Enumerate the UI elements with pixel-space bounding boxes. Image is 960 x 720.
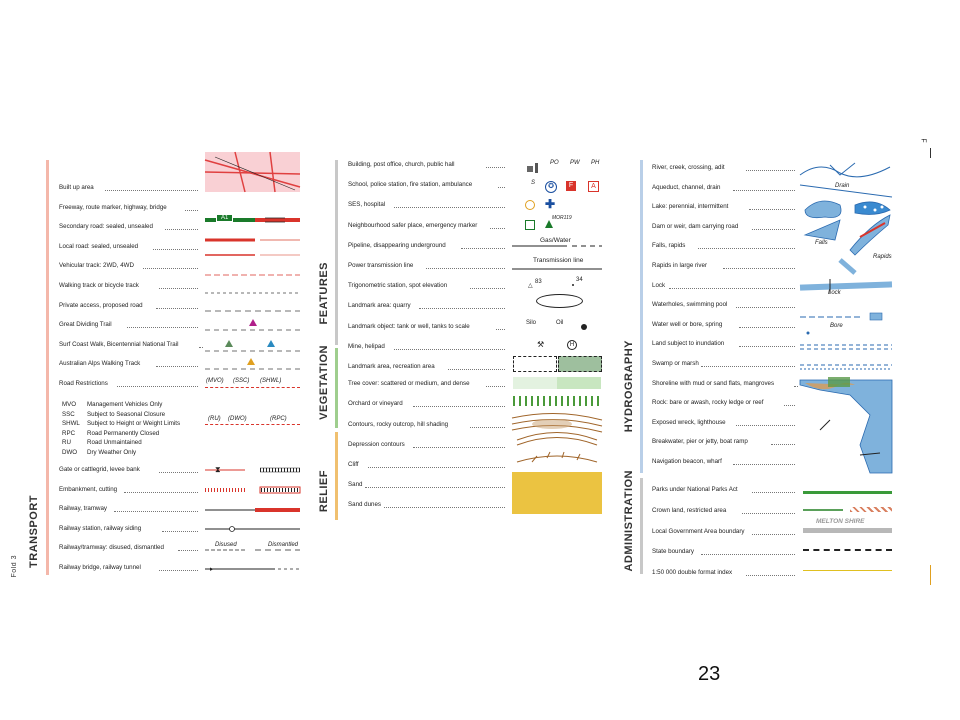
ambulance-icon xyxy=(588,181,599,192)
hydro-row-label: Water well or bore, spring xyxy=(652,320,723,328)
index-symbol xyxy=(803,570,892,571)
transport-row-label: Great Dividing Trail xyxy=(59,321,112,329)
hydro-row-label: Aqueduct, channel, drain xyxy=(652,183,721,191)
transport-lower-row-label: Railway, tramway xyxy=(59,505,108,512)
silo-label: Silo xyxy=(526,320,537,326)
feature-row-label: School, police station, fire station, ambulance xyxy=(348,181,473,189)
hydro-row-leader xyxy=(746,170,795,171)
feature-row-leader xyxy=(394,349,505,350)
transport-row-label: Vehicular track: 2WD, 4WD xyxy=(59,262,134,270)
hydro-row-label: Lock xyxy=(652,281,666,289)
feature-row-label: Landmark object: tank or well, tanks to scale xyxy=(348,322,470,330)
transport-row-label: Australian Alps Walking Track xyxy=(59,360,141,368)
hydrography-section-title: HYDROGRAPHY xyxy=(623,340,635,433)
hydro-symbols xyxy=(800,155,892,475)
admin-row-label: Local Government Area boundary xyxy=(652,527,745,535)
transport-row-leader xyxy=(117,386,198,387)
feature-row-label: Building, post office, church, public hall xyxy=(348,161,455,168)
relief-row-label: Sand dunes xyxy=(348,501,382,508)
relief-bar xyxy=(335,432,338,520)
transport-row-label: Private access, proposed road xyxy=(59,301,143,309)
hydro-row-leader xyxy=(736,307,795,308)
transmission-label: Transmission line xyxy=(533,257,584,264)
transport-lower-row-leader xyxy=(114,511,198,512)
crown-land-symbol xyxy=(803,509,843,511)
feature-row-leader xyxy=(486,167,505,168)
restriction-code-rpc: (RPC) xyxy=(270,416,287,422)
hydro-row-leader xyxy=(736,425,795,426)
emergency-marker-icon xyxy=(545,220,553,228)
admin-row-leader xyxy=(701,554,795,555)
restriction-code-mvo: (MVO) xyxy=(206,378,224,384)
admin-row-label: 1:50 000 double format index xyxy=(652,569,733,577)
restriction-line-1 xyxy=(205,387,300,388)
restriction-code: RPC xyxy=(62,429,76,437)
hydro-row-leader xyxy=(739,346,795,347)
hydro-row-leader xyxy=(733,190,795,191)
hydro-row-label: Navigation beacon, wharf xyxy=(652,458,722,465)
feature-row-label: Power transmission line xyxy=(348,262,414,269)
restriction-code-shwl: (SHWL) xyxy=(260,378,282,384)
transport-row-label: Secondary road: sealed, unsealed xyxy=(59,223,153,231)
gas-water-label: Gas/Water xyxy=(540,237,571,244)
oil-label: Oil xyxy=(556,320,564,326)
hydro-row-leader xyxy=(739,327,795,328)
mine-icon: ⚒ xyxy=(537,340,545,349)
hydro-row-label: Rapids in large river xyxy=(652,262,708,269)
feature-row-leader xyxy=(426,268,505,269)
admin-row-leader xyxy=(742,513,795,514)
restriction-code: SHWL xyxy=(62,420,80,427)
transport-lower-row-leader xyxy=(124,492,198,493)
feature-row-label: Landmark area: quarry xyxy=(348,302,411,310)
hydro-row-leader xyxy=(733,464,795,465)
falls-label: Falls xyxy=(815,240,828,246)
admin-row-leader xyxy=(752,534,795,535)
restriction-code-ssc: (SSC) xyxy=(233,378,250,384)
safer-place-icon xyxy=(525,220,535,230)
hydro-row-label: River, creek, crossing, adit xyxy=(652,164,725,171)
transport-row-leader xyxy=(185,210,198,211)
vegetation-row-leader xyxy=(486,386,505,387)
mor-label: MOR119 xyxy=(552,215,572,221)
hydro-row-label: Breakwater, pier or jetty, boat ramp xyxy=(652,438,748,446)
restriction-text: Management Vehicles Only xyxy=(87,401,163,408)
transport-lower-row-label: Gate or cattlegrid, levee bank xyxy=(59,466,140,473)
transport-bar xyxy=(46,160,49,575)
transport-row-leader xyxy=(127,327,198,328)
restriction-code-dwo: (DWO) xyxy=(228,416,247,422)
police-star-icon: ✪ xyxy=(545,181,557,193)
hydro-row-leader xyxy=(771,444,795,445)
admin-row-label: State boundary xyxy=(652,548,694,556)
transport-row-label: Local road: sealed, unsealed xyxy=(59,242,139,250)
restriction-line-2 xyxy=(205,424,300,425)
po-label: PO xyxy=(550,160,559,166)
page-number: 23 xyxy=(698,663,721,685)
hydro-row-label: Swamp or marsh xyxy=(652,360,699,367)
bore-label: Bore xyxy=(830,323,843,329)
transport-section-title: TRANSPORT xyxy=(28,495,40,568)
admin-row-label: Crown land, restricted area xyxy=(652,506,727,514)
lock-label: Lock xyxy=(828,290,841,296)
hydro-row-label: Falls, rapids xyxy=(652,242,686,250)
transport-lower-row-leader xyxy=(178,550,198,551)
feature-row-leader xyxy=(490,228,505,229)
transport-row-leader xyxy=(199,347,203,348)
feature-row-leader xyxy=(419,308,505,309)
transport-row-leader xyxy=(153,249,198,250)
transport-row-label: Surf Coast Walk, Bicentennial National Trail xyxy=(59,340,179,348)
hydro-row-leader xyxy=(701,366,795,367)
restriction-text: Subject to Seasonal Closure xyxy=(87,410,166,418)
transport-row-leader xyxy=(105,190,198,191)
restriction-text: Road Unmaintained xyxy=(87,439,142,446)
transport-row-leader xyxy=(156,366,198,367)
admin-bar xyxy=(640,478,643,574)
road-symbols xyxy=(205,235,300,395)
restriction-text: Dry Weather Only xyxy=(87,448,137,456)
hydro-row-leader xyxy=(784,405,795,406)
hydro-row-label: Exposed wreck, lighthouse xyxy=(652,418,726,426)
relief-row-leader xyxy=(413,447,505,448)
hydro-row-leader xyxy=(794,386,798,387)
svg-text:⧗: ⧗ xyxy=(215,465,221,474)
admin-row-label: Parks under National Parks Act xyxy=(652,486,738,493)
helipad-letter: H xyxy=(569,342,575,348)
helipad-icon xyxy=(567,340,577,350)
vegetation-row-label: Tree cover: scattered or medium, and dense xyxy=(348,380,470,387)
church-icon xyxy=(535,163,538,173)
quarry-symbol xyxy=(536,294,583,308)
hydro-row-leader xyxy=(723,268,795,269)
spot-label: 34 xyxy=(576,277,583,283)
admin-row-leader xyxy=(746,575,795,576)
transport-row-leader xyxy=(165,229,198,230)
ph-label: PH xyxy=(591,160,600,166)
landmark-area-symbol xyxy=(513,356,557,372)
transport-lower-row-label: Railway bridge, railway tunnel xyxy=(59,563,141,571)
ses-icon xyxy=(525,200,535,210)
ambulance-letter: A xyxy=(591,183,596,190)
features-section-title: FEATURES xyxy=(318,262,330,325)
building-icon xyxy=(527,166,533,172)
relief-symbols xyxy=(512,410,602,520)
hydro-row-leader xyxy=(669,288,795,289)
pw-label: PW xyxy=(570,160,580,166)
relief-row-label: Depression contours xyxy=(348,441,405,448)
hydro-row-leader xyxy=(752,229,795,230)
feature-row-label: Pipeline, disappearing underground xyxy=(348,241,446,249)
feature-row-leader xyxy=(496,329,505,330)
rail-symbols xyxy=(205,462,300,574)
state-boundary-symbol xyxy=(803,549,892,551)
hydro-row-leader xyxy=(698,248,795,249)
transport-row-label: Freeway, route marker, highway, bridge xyxy=(59,203,167,211)
vegetation-row-label: Orchard or vineyard xyxy=(348,400,403,407)
corner-mark: F xyxy=(919,138,927,143)
hydro-row-leader xyxy=(749,209,795,210)
parks-symbol xyxy=(803,491,892,494)
school-label: S xyxy=(531,180,536,186)
fold-tick-top xyxy=(930,148,931,158)
transport-lower-row-leader xyxy=(159,472,198,473)
restriction-code-ru: (RU) xyxy=(208,416,221,422)
transport-lower-row-label: Railway station, railway siding xyxy=(59,524,142,532)
relief-row-leader xyxy=(470,427,505,428)
feature-row-label: Neighbourhood safer place, emergency marker xyxy=(348,221,478,229)
relief-row-leader xyxy=(368,467,505,468)
restriction-code: RU xyxy=(62,439,71,446)
freeway-marker: A1 xyxy=(216,214,233,222)
relief-row-leader xyxy=(365,487,505,488)
tank-icon xyxy=(581,324,587,330)
disused-label: Disused xyxy=(215,542,237,548)
tree-cover-scattered xyxy=(513,377,557,389)
feature-row-label: Landmark area, recreation area xyxy=(348,363,435,370)
vegetation-row-leader xyxy=(413,406,505,407)
lga-boundary-symbol xyxy=(803,528,892,533)
vegetation-bar xyxy=(335,348,338,428)
rapids-label: Rapids xyxy=(873,254,892,260)
transport-lower-row-label: Railway/tramway: disused, dismantled xyxy=(59,544,164,551)
recreation-area-symbol xyxy=(558,356,602,372)
fire-station-letter: F xyxy=(568,182,574,189)
feature-row-leader xyxy=(448,369,505,370)
built-up-area-symbol xyxy=(205,152,300,192)
transport-row-label: Built up area xyxy=(59,184,94,191)
feature-row-leader xyxy=(498,187,505,188)
feature-row-leader xyxy=(461,248,505,249)
transport-row-leader xyxy=(159,288,198,289)
restriction-code: DWO xyxy=(62,448,78,456)
hydro-row-label: Land subject to inundation xyxy=(652,340,725,348)
orchard-symbol xyxy=(513,396,601,406)
drain-label: Drain xyxy=(835,183,850,189)
relief-row-label: Contours, rocky outcrop, hill shading xyxy=(348,421,449,428)
hydro-row-label: Rock: bare or awash, rocky ledge or reef xyxy=(652,399,764,407)
transport-row-leader xyxy=(156,308,198,309)
transport-lower-row-leader xyxy=(162,531,198,532)
restriction-text: Road Permanently Closed xyxy=(87,429,160,437)
transport-row-leader xyxy=(143,268,198,269)
fold-tick-bottom xyxy=(930,565,931,585)
transport-lower-row-label: Embankment, cutting xyxy=(59,485,118,493)
vegetation-section-title: VEGETATION xyxy=(318,345,330,420)
feature-row-label: SES, hospital xyxy=(348,201,386,209)
transport-lower-row-leader xyxy=(159,570,198,571)
hydro-row-label: Dam or weir, dam carrying road xyxy=(652,222,739,230)
restriction-text: Subject to Height or Weight Limits xyxy=(87,420,181,427)
hydro-row-label: Waterholes, swimming pool xyxy=(652,301,728,309)
hydro-row-label: Lake: perennial, intermittent xyxy=(652,203,729,211)
fold-label: Fold 3 xyxy=(11,555,18,578)
features-bar xyxy=(335,160,338,345)
trig-label: 83 xyxy=(535,279,542,285)
relief-row-label: Sand xyxy=(348,481,363,488)
fire-station-icon xyxy=(566,181,576,191)
dismantled-label: Dismantled xyxy=(268,542,299,548)
hydro-row-label: Shoreline with mud or sand flats, mangroves xyxy=(652,379,775,387)
relief-section-title: RELIEF xyxy=(318,470,330,513)
admin-row-leader xyxy=(752,492,795,493)
spot-dot xyxy=(572,284,574,286)
hospital-icon: ✚ xyxy=(545,197,556,211)
restriction-code: SSC xyxy=(62,410,75,418)
restricted-area-symbol xyxy=(850,507,892,512)
trig-icon: △ xyxy=(528,283,533,289)
relief-row-leader xyxy=(384,507,505,508)
feature-row-label: Mine, helipad xyxy=(348,342,385,350)
lga-name: MELTON SHIRE xyxy=(816,518,865,525)
restriction-code: MVO xyxy=(62,401,77,408)
hydro-bar xyxy=(640,160,643,473)
transport-row-label: Walking track or bicycle track xyxy=(59,282,139,289)
transport-row-label: Road Restrictions xyxy=(59,380,108,387)
relief-row-label: Cliff xyxy=(348,461,359,468)
feature-row-label: Trigonometric station, spot elevation xyxy=(348,282,448,290)
administration-section-title: ADMINISTRATION xyxy=(623,470,635,572)
tree-cover-dense xyxy=(557,377,601,389)
svg-text:▸: ▸ xyxy=(210,566,214,573)
feature-row-leader xyxy=(394,207,505,208)
feature-row-leader xyxy=(470,288,505,289)
